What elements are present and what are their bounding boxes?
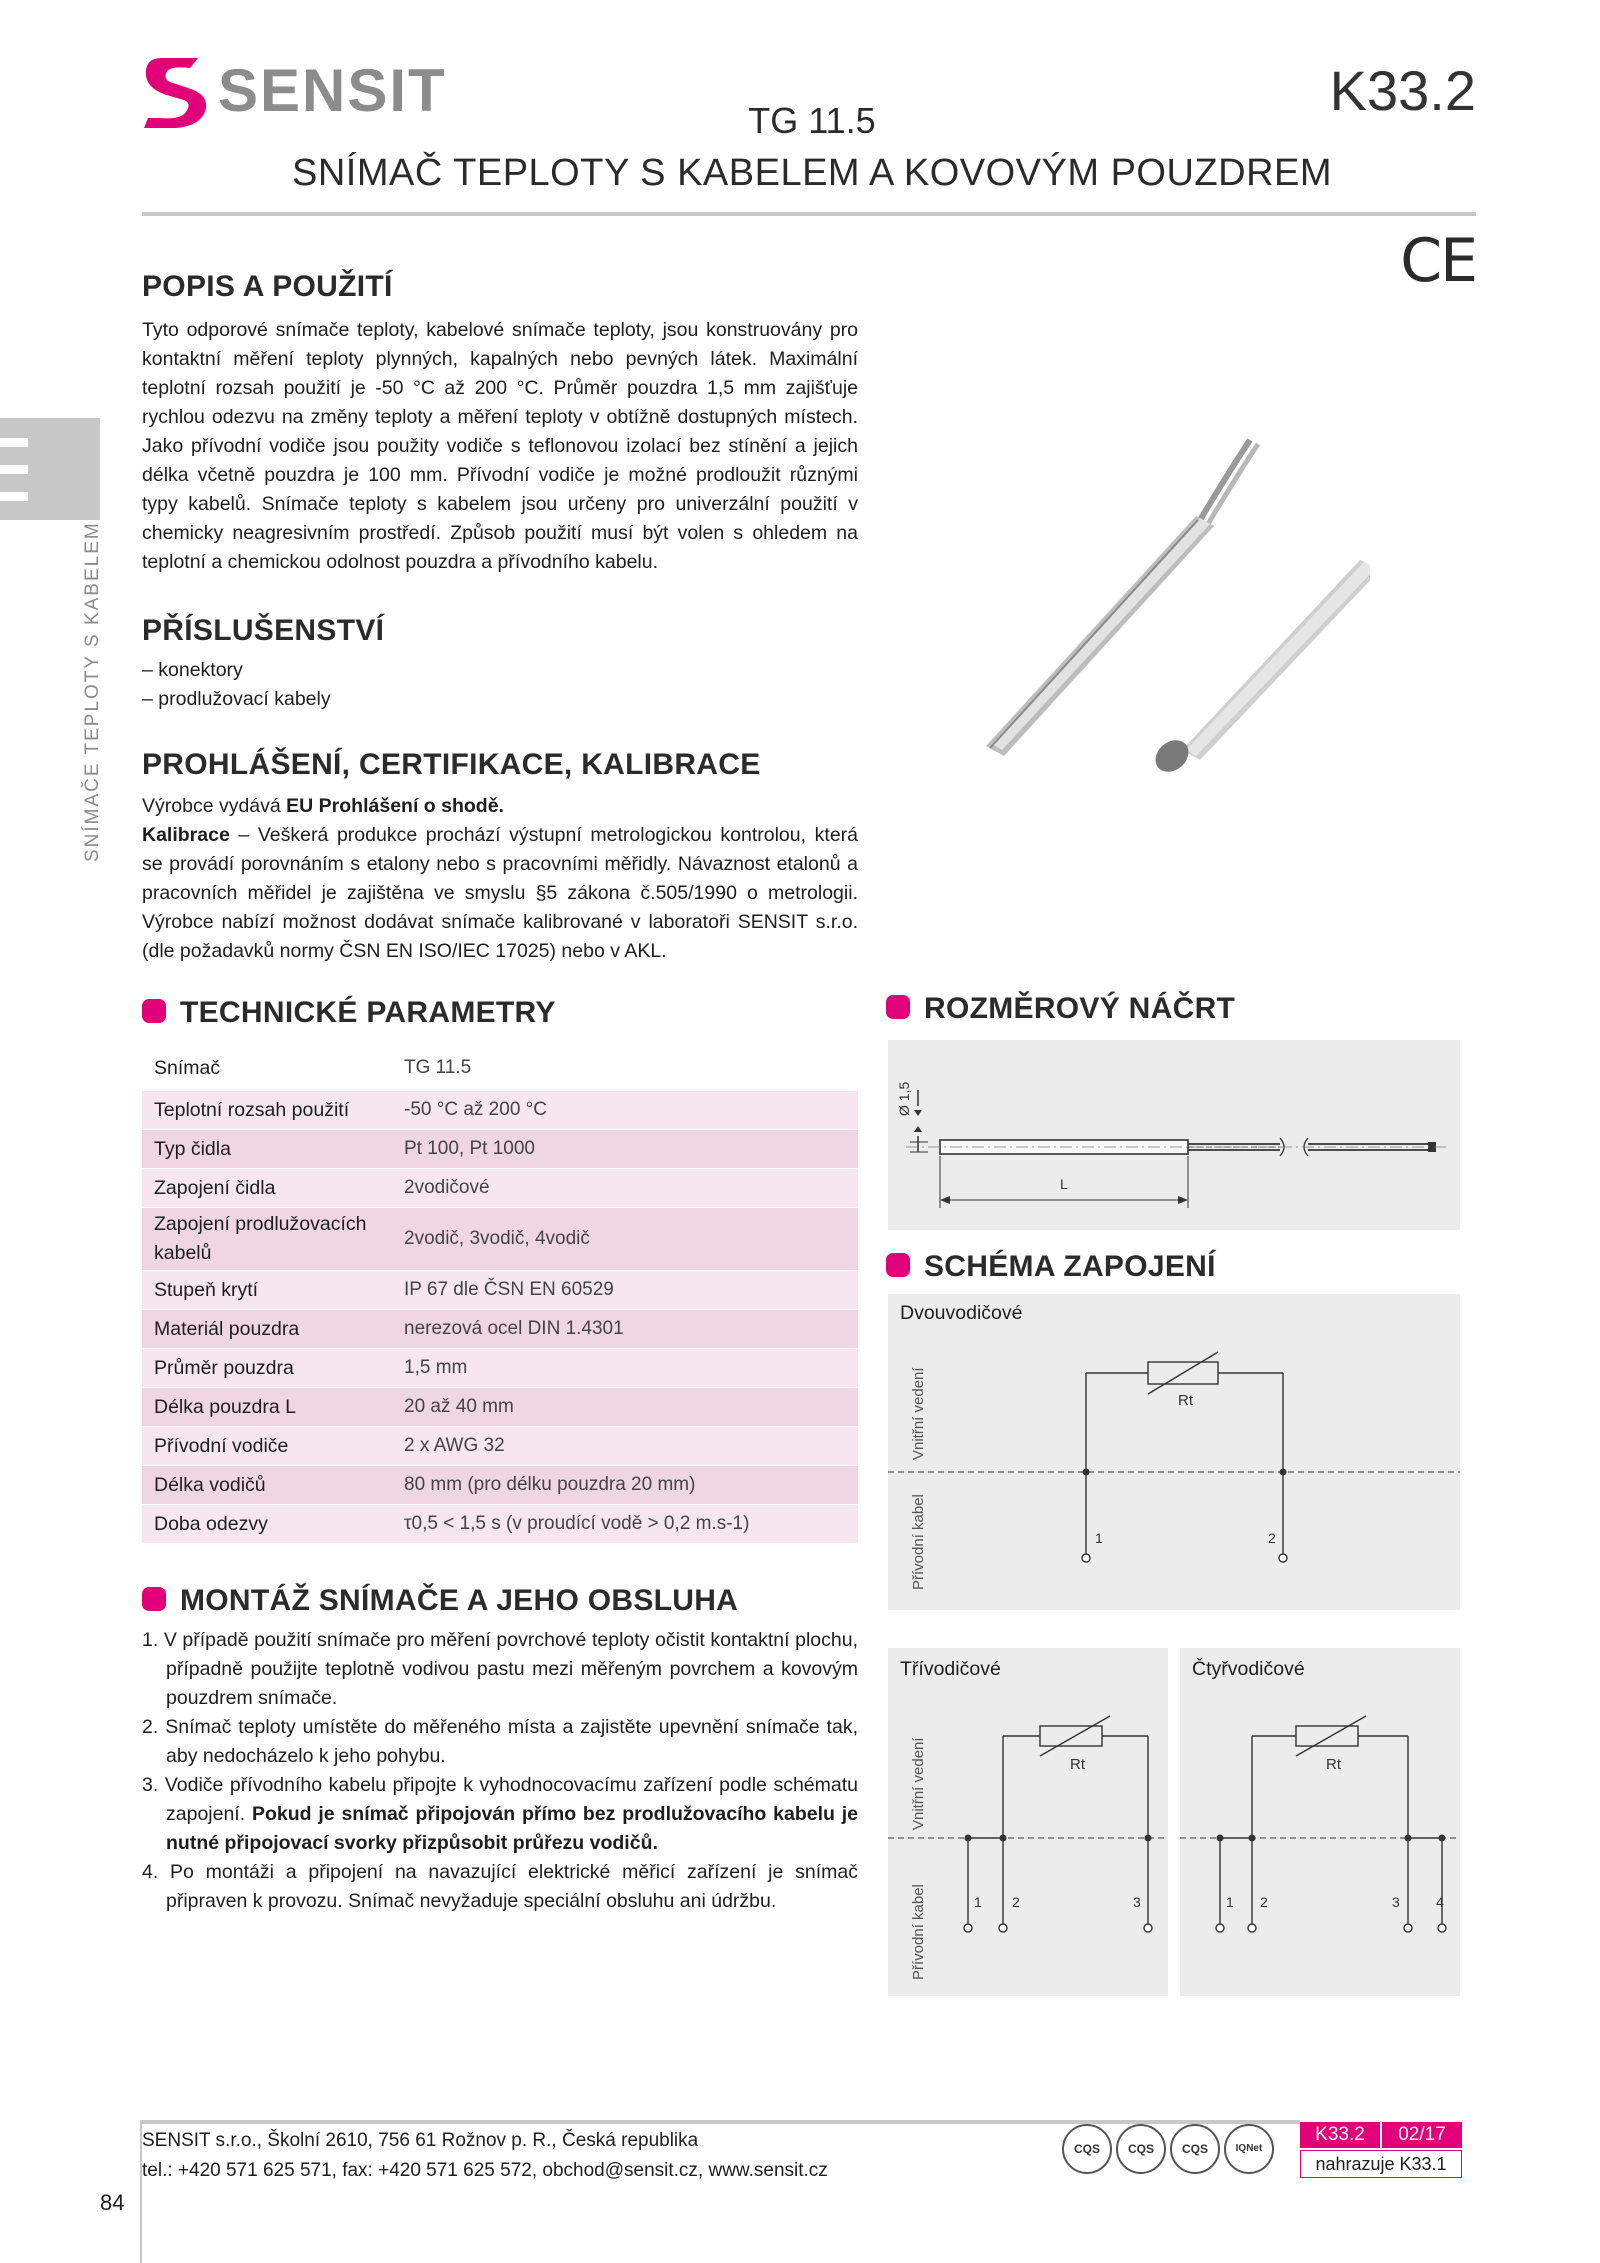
footer-company: SENSIT s.r.o., Školní 2610, 756 61 Rožnov p. R., Česká republika xyxy=(142,2130,699,2151)
param-value: τ0,5 < 1,5 s (v proudící vodě > 0,2 m.s-1) xyxy=(392,1505,858,1544)
terminal-3-label: 3 xyxy=(1133,1894,1141,1910)
bullet-icon xyxy=(142,1587,166,1611)
product-photo xyxy=(930,400,1370,800)
param-name: Délka vodičů xyxy=(142,1466,392,1505)
section-heading-schema: SCHÉMA ZAPOJENÍ xyxy=(886,1250,1216,1284)
section-heading-technicke: TECHNICKÉ PARAMETRY xyxy=(142,996,556,1030)
section-heading-montaz: MONTÁŽ SNÍMAČE A JEHO OBSLUHA xyxy=(142,1584,738,1618)
brand-name: SENSIT xyxy=(218,57,447,124)
param-value: 2vodičové xyxy=(392,1169,858,1208)
bullet-icon xyxy=(142,999,166,1023)
table-row xyxy=(142,1130,858,1169)
replaces-label: nahrazuje K33.1 xyxy=(1300,2150,1462,2178)
table-row xyxy=(142,1169,858,1208)
parameters-table xyxy=(142,1046,858,1544)
terminal-1-label: 1 xyxy=(974,1894,982,1910)
param-name: Materiál pouzdra xyxy=(142,1310,392,1349)
two-wire-diagram xyxy=(888,1294,1460,1610)
param-name: Stupeň krytí xyxy=(142,1271,392,1310)
cqs-seal-icon: CQS xyxy=(1116,2124,1166,2174)
step-item: 1. V případě použití snímače pro měření povrchové teploty očistit kontaktní plochu, případně použijte teplotně vodivou pastu mezi měřeným povrchem a kovovým pouzdrem snímače. xyxy=(142,1629,858,1709)
cqs-seal-icon: CQS xyxy=(1062,2124,1112,2174)
length-label: L xyxy=(1060,1176,1068,1192)
two-wire-schema-panel xyxy=(888,1294,1460,1610)
sensor-photo-icon xyxy=(930,400,1370,800)
terminal-2-label: 2 xyxy=(1012,1894,1020,1910)
step-item: 3. Vodiče přívodního kabelu připojte k vyhodnocovacímu zařízení podle schématu zapojení. Pokud je snímač připojován přímo bez prodlužovacího kabelu je nutné připojovací svorky přizpůsobit průřezu vodičů. xyxy=(142,1774,858,1854)
two-wire-label: Dvouvodičové xyxy=(900,1302,1023,1324)
inner-wiring-label: Vnitřní vedení xyxy=(910,1737,927,1830)
section-heading-prislusenstvi: PŘÍSLUŠENSTVÍ xyxy=(142,614,385,647)
param-name: Teplotní rozsah použití xyxy=(142,1091,392,1130)
section-heading-prohlaseni: PROHLÁŠENÍ, CERTIFIKACE, KALIBRACE xyxy=(142,748,761,781)
table-row xyxy=(142,1466,858,1505)
resistor-label: Rt xyxy=(1070,1756,1085,1773)
footer-contact: tel.: +420 571 625 571, fax: +420 571 625 572, obchod@sensit.cz, www.sensit.cz xyxy=(142,2160,828,2181)
table-row xyxy=(142,1427,858,1466)
param-name: Zapojení čidla xyxy=(142,1169,392,1208)
bullet-icon xyxy=(886,995,910,1019)
supply-cable-label: Přívodní kabel xyxy=(910,1884,927,1980)
three-wire-diagram xyxy=(888,1648,1168,1996)
calibration-label: Kalibrace xyxy=(142,824,230,846)
section-heading-rozmer: ROZMĚROVÝ NÁČRT xyxy=(886,992,1235,1026)
table-row xyxy=(142,1310,858,1349)
section-heading-popis: POPIS A POUŽITÍ xyxy=(142,270,393,303)
param-value: 80 mm (pro délku pouzdra 20 mm) xyxy=(392,1466,858,1505)
terminal-1-label: 1 xyxy=(1226,1894,1234,1910)
iqnet-seal-icon: IQNet xyxy=(1224,2124,1274,2174)
terminal-1-label: 1 xyxy=(1095,1530,1103,1546)
table-row xyxy=(142,1349,858,1388)
diameter-label: Ø 1,5 xyxy=(896,1081,912,1116)
param-value: IP 67 dle ČSN EN 60529 xyxy=(392,1271,858,1310)
four-wire-label: Čtyřvodičové xyxy=(1192,1658,1305,1680)
dimension-drawing xyxy=(888,1040,1460,1230)
param-name: Typ čidla xyxy=(142,1130,392,1169)
product-model: TG 11.5 xyxy=(748,100,876,141)
param-value: Pt 100, Pt 1000 xyxy=(392,1130,858,1169)
eu-declaration-bold: EU Prohlášení o shodě. xyxy=(286,795,504,817)
cqs-seal-icon: CQS xyxy=(1170,2124,1220,2174)
popis-text: Tyto odporové snímače teploty, kabelové snímače teploty, jsou konstruovány pro kontaktní měření teploty plynných, kapalných nebo pevných látek. Maximální teplotní rozsah použití je -50 °C až 200 °C. Průměr pouzdra 1,5 mm zajišťuje rychlou odezvu na změny teploty a měření teploty v obtížně dostupných místech. Jako přívodní vodiče jsou použity vodiče s teflonovou izolací bez stínění a jejich délka včetně pouzdra je 100 mm. Přívodní vodiče je možné prodloužit různými typy kabelů. Snímače teploty s kabelem jsou určeny pro univerzální použití v chemicky neagresivním prostředí. Způsob použití musí být volen s ohledem na teplotní a chemickou odolnost pouzdra a přívodního kabelu. xyxy=(142,319,858,573)
terminal-2-label: 2 xyxy=(1260,1894,1268,1910)
param-value: 1,5 mm xyxy=(392,1349,858,1388)
resistor-label: Rt xyxy=(1326,1756,1341,1773)
table-row xyxy=(142,1271,858,1310)
revision-box xyxy=(1300,2122,1462,2178)
certification-logos xyxy=(1062,2124,1272,2174)
terminal-2-label: 2 xyxy=(1268,1530,1276,1546)
eu-declaration-prefix: Výrobce vydává xyxy=(142,795,287,817)
param-value: 2 x AWG 32 xyxy=(392,1427,858,1466)
terminal-3-label: 3 xyxy=(1392,1894,1400,1910)
step-item: 4. Po montáži a připojení na navazující elektrické měřicí zařízení je snímač připraven k provozu. Snímač nevyžaduje speciální obsluhu ani údržbu. xyxy=(142,1861,858,1912)
accessory-item: – prodlužovací kabely xyxy=(142,688,331,710)
param-value: TG 11.5 xyxy=(392,1046,858,1091)
document-title: SNÍMAČ TEPLOTY S KABELEM A KOVOVÝM POUZDREM xyxy=(291,152,1333,194)
param-value: nerezová ocel DIN 1.4301 xyxy=(392,1310,858,1349)
param-value: -50 °C až 200 °C xyxy=(392,1091,858,1130)
calibration-text: – Veškerá produkce prochází výstupní metrologickou kontrolou, která se provádí porovnáním s etalony nebo s pracovními měřidly. Návaznost etalonů a pracovních měřidel je zajištěna ve smyslu §5 zákona č.505/1990 o metrologii. Výrobce nabízí možnost dodávat snímače kalibrované v laboratoři SENSIT s.r.o. (dle požadavků normy ČSN EN ISO/IEC 17025) nebo v AKL. xyxy=(142,824,858,962)
param-value: 2vodič, 3vodič, 4vodič xyxy=(392,1208,858,1271)
three-wire-schema-panel xyxy=(888,1648,1168,1996)
param-value: 20 až 40 mm xyxy=(392,1388,858,1427)
revision-code: K33.2 xyxy=(1300,2122,1380,2148)
inner-wiring-label: Vnitřní vedení xyxy=(910,1367,927,1460)
header-rule xyxy=(142,212,1476,216)
dimension-drawing-panel xyxy=(888,1040,1460,1230)
accessory-item: – konektory xyxy=(142,659,243,681)
page-number: 84 xyxy=(100,2190,125,2215)
param-name: Zapojení prodlužovacích kabelů xyxy=(142,1208,392,1271)
param-name: Doba odezvy xyxy=(142,1505,392,1544)
bullet-icon xyxy=(886,1253,910,1277)
prohlaseni-text xyxy=(142,792,858,966)
table-row xyxy=(142,1505,858,1544)
param-name: Snímač xyxy=(142,1046,392,1091)
four-wire-diagram xyxy=(1180,1648,1460,1996)
param-name: Délka pouzdra L xyxy=(142,1388,392,1427)
side-tab-label: SNÍMAČE TEPLOTY S KABELEM xyxy=(82,521,103,862)
param-name: Přívodní vodiče xyxy=(142,1427,392,1466)
table-row xyxy=(142,1208,858,1271)
supply-cable-label: Přívodní kabel xyxy=(910,1494,927,1590)
table-row xyxy=(142,1091,858,1130)
revision-date: 02/17 xyxy=(1382,2122,1462,2148)
four-wire-schema-panel xyxy=(1180,1648,1460,1996)
side-tab-marker xyxy=(0,418,100,520)
param-name: Průměr pouzdra xyxy=(142,1349,392,1388)
table-row xyxy=(142,1388,858,1427)
table-row xyxy=(142,1046,858,1091)
installation-steps xyxy=(142,1626,858,1916)
ce-mark: CE xyxy=(1400,226,1476,296)
terminal-4-label: 4 xyxy=(1436,1894,1444,1910)
step-item: 2. Snímač teploty umístěte do měřeného místa a zajistěte upevnění snímače tak, aby nedocházelo k jeho pohybu. xyxy=(142,1716,858,1767)
document-code: K33.2 xyxy=(1329,59,1476,122)
resistor-label: Rt xyxy=(1178,1392,1193,1409)
three-wire-label: Třívodičové xyxy=(900,1658,1001,1680)
